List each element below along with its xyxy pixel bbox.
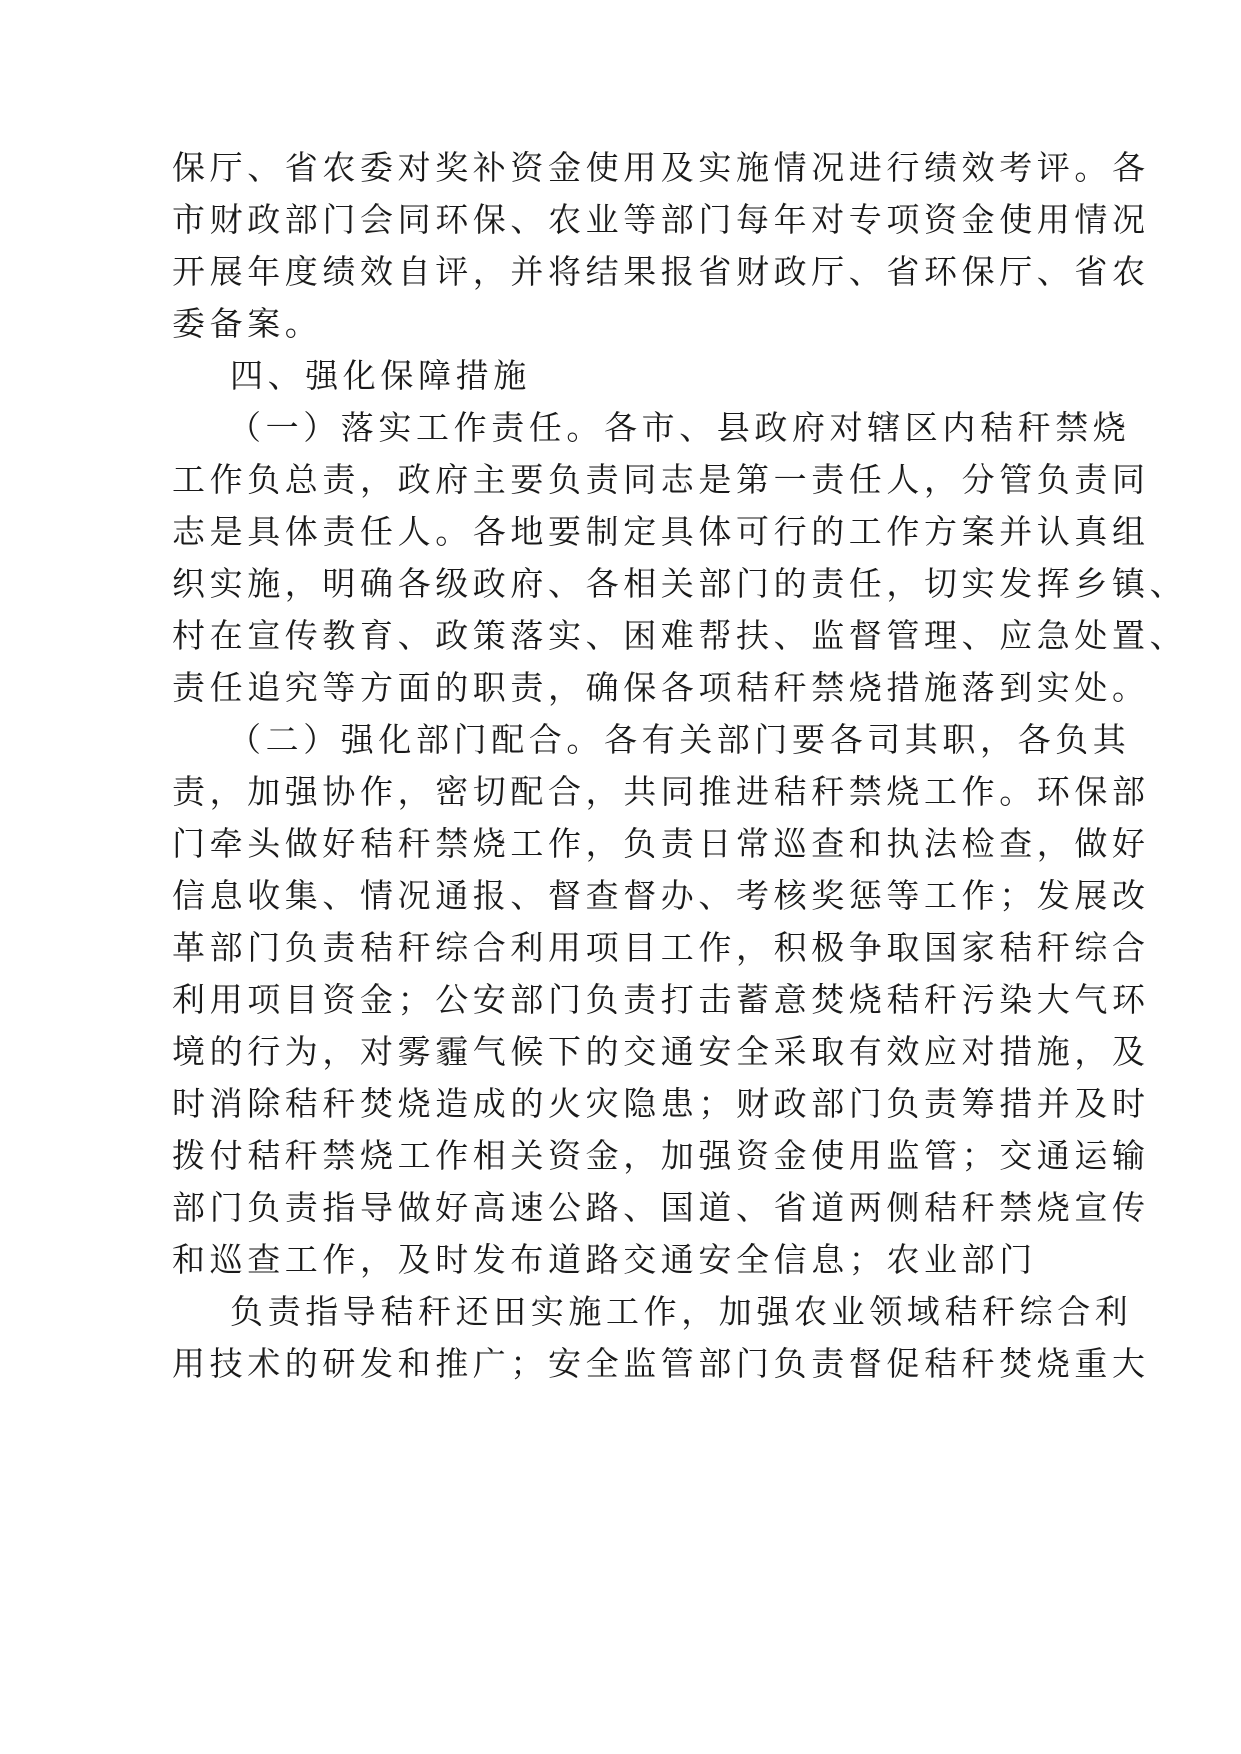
text-line-content: 保厅、省农委对奖补资金使用及实施情况进行绩效考评。各 [172,148,1150,187]
text-line-content: 革部门负责秸秆综合利用项目工作，积极争取国家秸秆综合 [172,928,1150,967]
section-heading-text: 四、强化保障措施 [230,356,531,395]
text-line-content: 开展年度绩效自评，并将结果报省财政厅、省环保厅、省农 [172,252,1150,291]
text-line-content: 门牵头做好秸秆禁烧工作，负责日常巡查和执法检查，做好 [172,824,1150,863]
text-line-content: 工作负总责，政府主要负责同志是第一责任人，分管负责同 [172,460,1150,499]
text-line-content: 和巡查工作，及时发布道路交通安全信息；农业部门 [172,1240,1037,1279]
text-line-content: 村在宣传教育、政策落实、困难帮扶、监督管理、应急处置、 [172,616,1188,655]
text-line-content: 责，加强协作，密切配合，共同推进秸秆禁烧工作。环保部 [172,772,1150,811]
text-line-content: 负责指导秸秆还田实施工作，加强农业领域秸秆综合利 [230,1292,1133,1331]
text-line-content: 委备案。 [172,304,323,343]
text-line-content: 部门负责指导做好高速公路、国道、省道两侧秸秆禁烧宣传 [172,1188,1150,1227]
text-line-content: 时消除秸秆焚烧造成的火灾隐患；财政部门负责筹措并及时 [172,1084,1150,1123]
text-line-content: 志是具体责任人。各地要制定具体可行的工作方案并认真组 [172,512,1150,551]
text-line-content: （一）落实工作责任。各市、县政府对辖区内秸秆禁烧 [228,408,1131,447]
text-line-content: 责任追究等方面的职责，确保各项秸秆禁烧措施落到实处。 [172,668,1150,707]
text-line-content: 拨付秸秆禁烧工作相关资金，加强资金使用监管；交通运输 [172,1136,1150,1175]
text-line-content: 市财政部门会同环保、农业等部门每年对专项资金使用情况 [172,200,1150,239]
text-line-content: 织实施，明确各级政府、各相关部门的责任，切实发挥乡镇、 [172,564,1188,603]
text-line-content: （二）强化部门配合。各有关部门要各司其职，各负其 [228,720,1131,759]
text-line-content: 境的行为，对雾霾气候下的交通安全采取有效应对措施，及 [172,1032,1150,1071]
text-line [0,1332,1241,1396]
text-line-content: 利用项目资金；公安部门负责打击蓄意焚烧秸秆污染大气环 [172,980,1150,1019]
text-line-content: 信息收集、情况通报、督查督办、考核奖惩等工作；发展改 [172,876,1150,915]
text-line-content: 用技术的研发和推广；安全监管部门负责督促秸秆焚烧重大 [172,1344,1150,1383]
